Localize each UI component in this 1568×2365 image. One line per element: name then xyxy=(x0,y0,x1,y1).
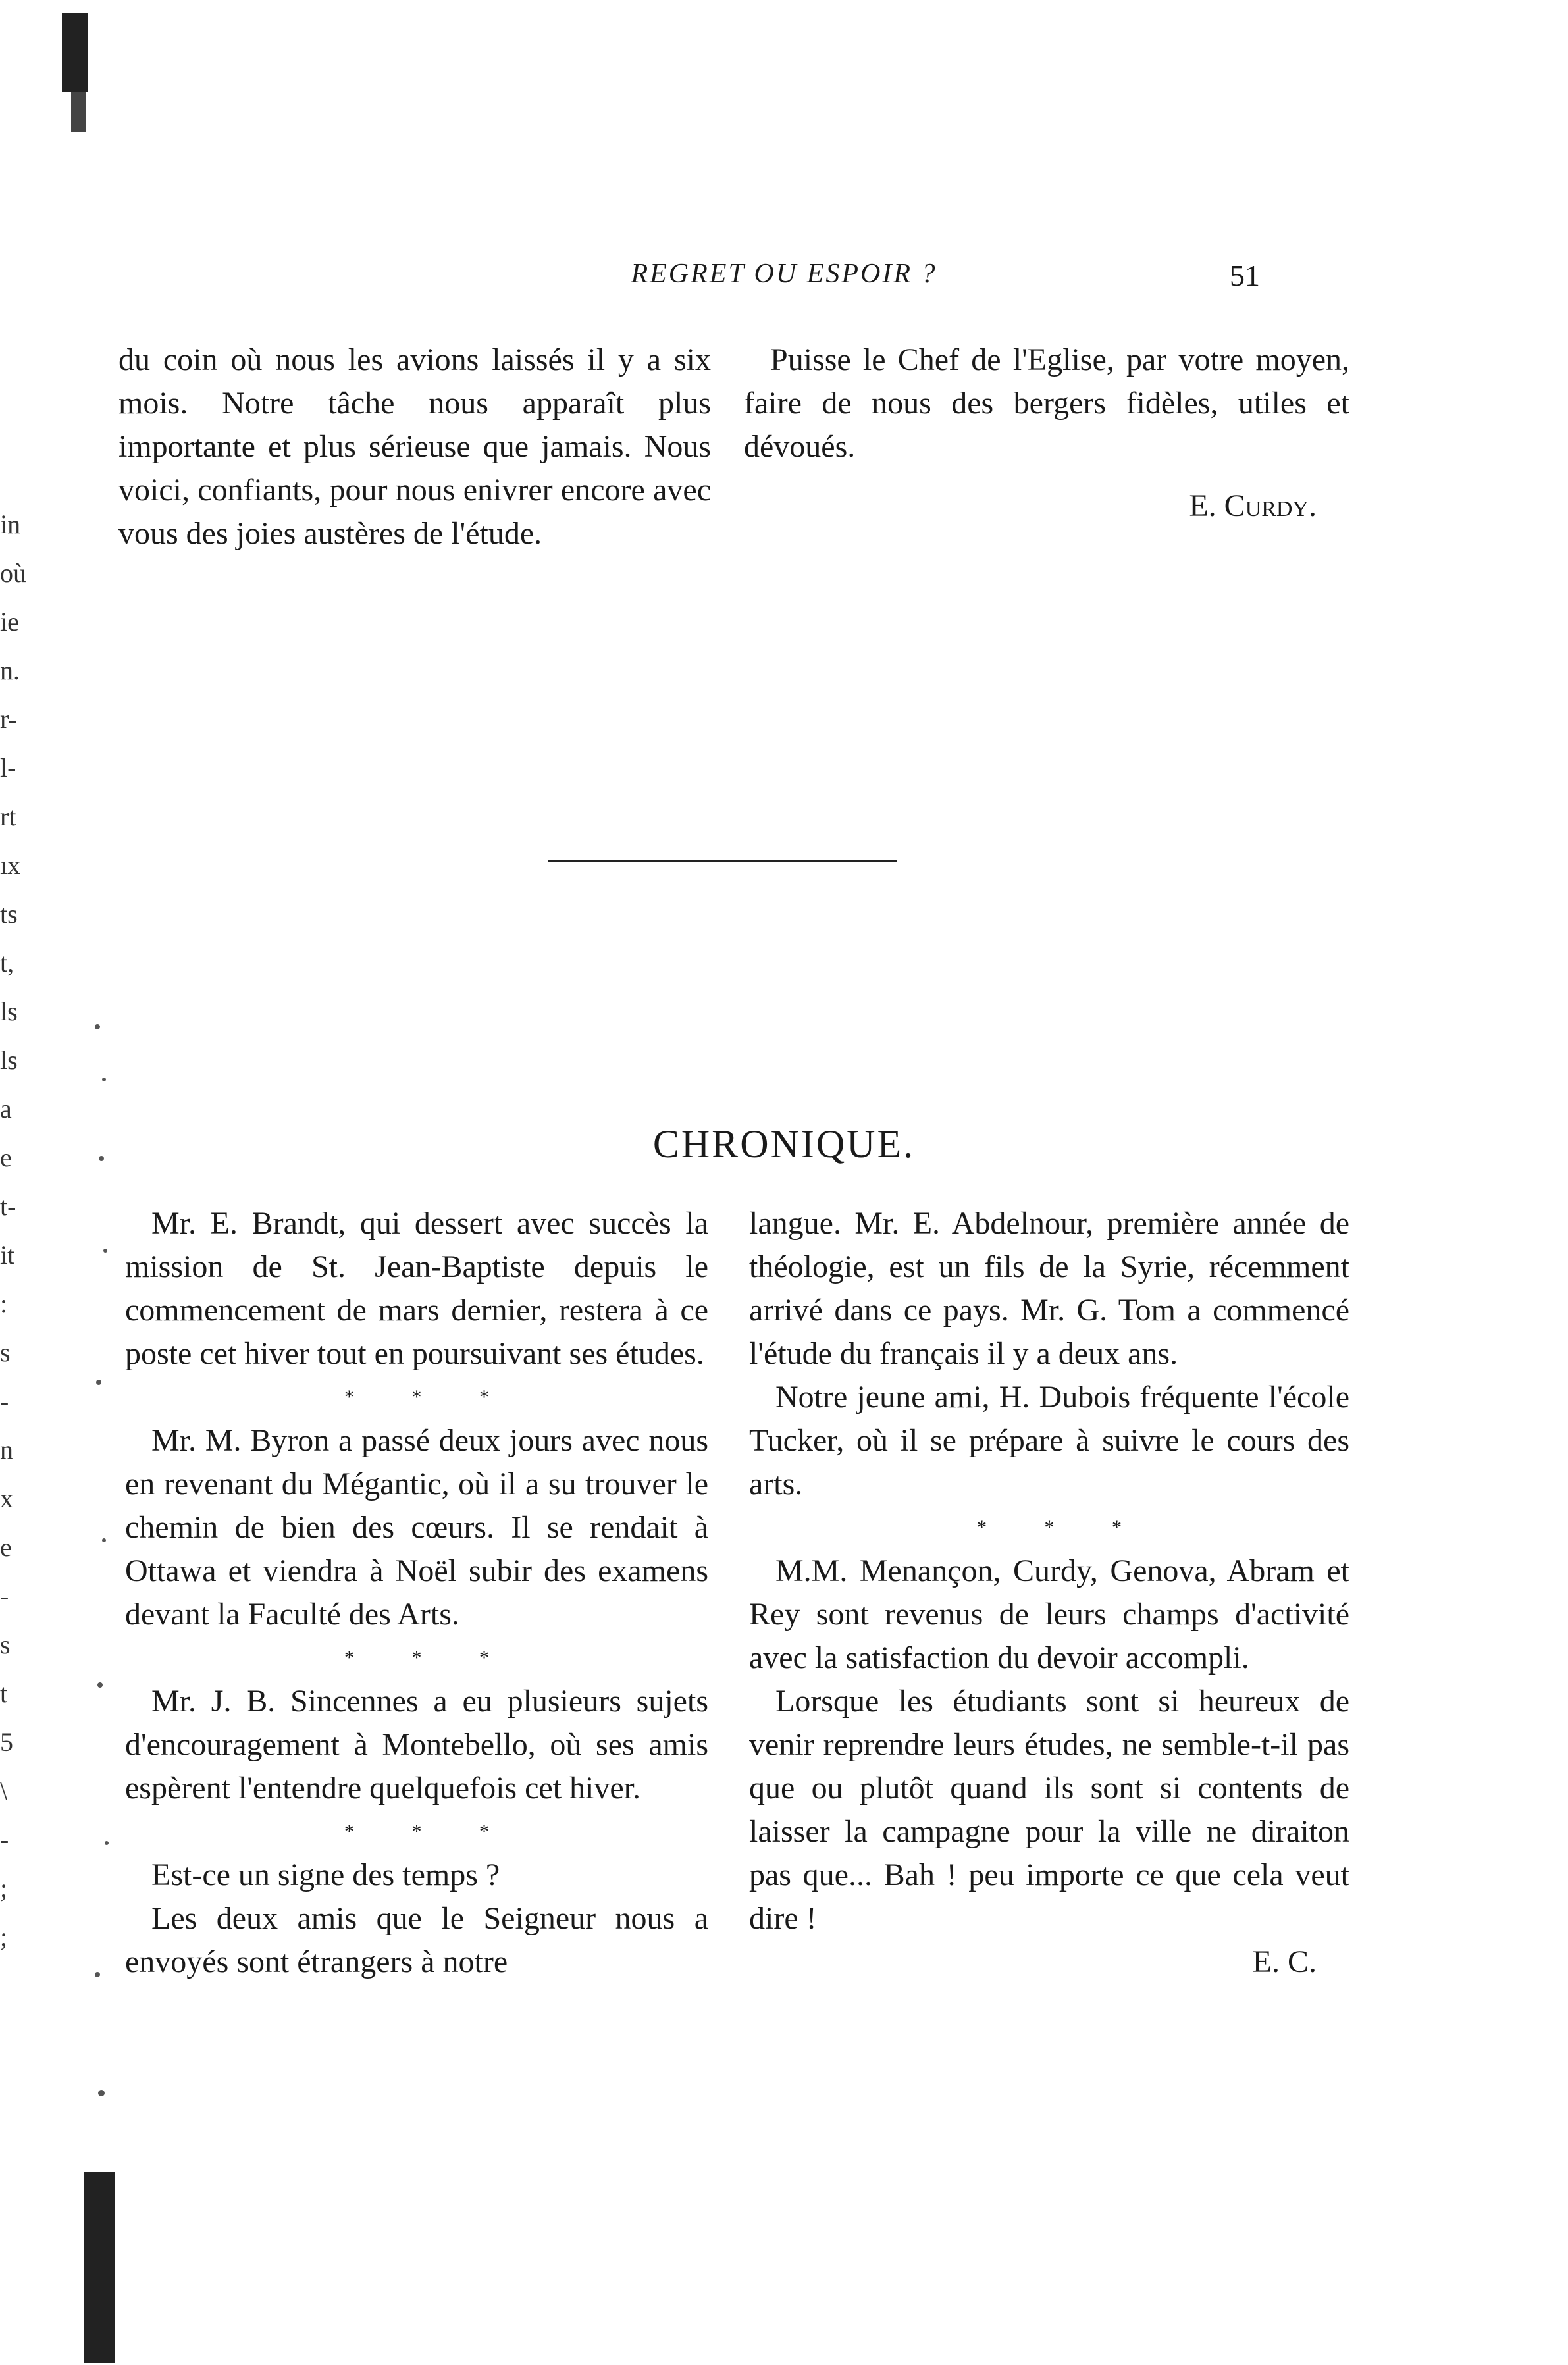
binding-fragment: l- xyxy=(0,753,16,783)
binding-fragment: ls xyxy=(0,997,18,1026)
binding-fragment: e xyxy=(0,1532,12,1562)
chronique-signature: E. C. xyxy=(1252,1944,1317,1979)
chronique-paragraph: Les deux amis que le Seigneur nous a envoyés sont étrangers à notre xyxy=(125,1901,708,1979)
binding-fragment: t- xyxy=(0,1191,16,1221)
binding-fragments xyxy=(0,500,59,1962)
top-right-paragraph: Puisse le Chef de l'Eglise, par votre moyen, faire de nous des bergers fidèles, utiles et dévoués. xyxy=(744,342,1349,464)
chronique-paragraph: langue. Mr. E. Abdelnour, première année de théologie, est un fils de la Syrie, récemment arrivé dans ce pays. Mr. G. Tom a commencé l'étude du français il y a deux ans. xyxy=(749,1206,1349,1371)
binding-fragment: ; xyxy=(0,1922,8,1952)
binding-fragment: r- xyxy=(0,704,17,734)
binding-fragment: ts xyxy=(0,899,18,929)
binding-fragment: - xyxy=(0,1581,9,1611)
binding-fragment: s xyxy=(0,1630,11,1659)
binding-fragment: - xyxy=(0,1386,9,1416)
scan-edge-noise xyxy=(58,0,124,2365)
binding-fragment: in xyxy=(0,509,21,539)
binding-fragment: ls xyxy=(0,1045,18,1075)
binding-fragment: \ xyxy=(0,1776,8,1806)
chronique-right-column xyxy=(749,1202,1349,1984)
chronique-paragraph: Mr. E. Brandt, qui dessert avec succès la mission de St. Jean-Baptiste depuis le commencement de mars dernier, restera à ce poste cet hiver tout en poursuivant ses études. xyxy=(125,1206,708,1371)
binding-fragment: ; xyxy=(0,1873,8,1903)
chronique-paragraph: Lorsque les étudiants sont si heureux de venir reprendre leurs études, ne semble-t-il pas que ou plutôt quand ils sont si contents de laisser la campagne pour la ville ne diraiton pas que... Bah ! peu importe ce que cela veut dire ! xyxy=(749,1684,1349,1936)
binding-fragment: it xyxy=(0,1240,15,1270)
star-separator: * * * xyxy=(344,1647,515,1669)
chronique-paragraph: Est-ce un signe des temps ? xyxy=(151,1858,500,1892)
binding-fragment: - xyxy=(0,1825,9,1854)
binding-fragment: s xyxy=(0,1338,11,1367)
section-heading: CHRONIQUE. xyxy=(652,1122,916,1166)
section-rule xyxy=(548,860,897,862)
star-separator: * * * xyxy=(344,1386,515,1408)
binding-fragment: rt xyxy=(0,802,16,831)
chronique-paragraph: Mr. J. B. Sincennes a eu plusieurs sujets d'encouragement à Montebello, où ses amis espèrent l'entendre quelquefois cet hiver. xyxy=(125,1684,708,1806)
binding-fragment: 5 xyxy=(0,1727,13,1757)
binding-fragment: a xyxy=(0,1094,12,1124)
binding-fragment: où xyxy=(0,558,26,588)
binding-fragment: ie xyxy=(0,607,19,637)
binding-fragment: t, xyxy=(0,948,14,977)
star-separator: * * * xyxy=(977,1517,1148,1538)
top-signature: E. Curdy. xyxy=(1189,488,1317,523)
binding-fragment: t xyxy=(0,1678,8,1708)
chronique-paragraph: M.M. Menançon, Curdy, Genova, Abram et Rey sont revenus de leurs champs d'activité avec la satisfaction du devoir accompli. xyxy=(749,1553,1349,1675)
chronique-left-column xyxy=(125,1202,708,1984)
chronique-paragraph: Mr. M. Byron a passé deux jours avec nous en revenant du Mégantic, où il a su trouver le chemin de bien des cœurs. Il se rendait à Ottawa et viendra à Noël subir des examens devant la Faculté des Arts. xyxy=(125,1423,708,1632)
binding-fragment: n. xyxy=(0,656,20,685)
page-number: 51 xyxy=(1230,259,1260,292)
running-head: REGRET OU ESPOIR ? xyxy=(631,259,937,289)
star-separator: * * * xyxy=(344,1821,515,1842)
binding-fragment: ıx xyxy=(0,850,21,880)
chronique-paragraph: Notre jeune ami, H. Dubois fréquente l'école Tucker, où il se prépare à suivre le cours des arts. xyxy=(749,1380,1349,1501)
binding-fragment: : xyxy=(0,1289,8,1318)
top-right-column xyxy=(744,338,1349,528)
binding-fragment: n xyxy=(0,1435,13,1465)
binding-fragment: x xyxy=(0,1484,13,1513)
top-left-paragraph: du coin où nous les avions laissés il y a six mois. Notre tâche nous apparaît plus importante et plus sérieuse que jamais. Nous voici, confiants, pour nous enivrer encore avec vous des joies austères de l'étude. xyxy=(118,342,711,551)
binding-fragment: e xyxy=(0,1143,12,1172)
top-left-column xyxy=(118,338,711,556)
